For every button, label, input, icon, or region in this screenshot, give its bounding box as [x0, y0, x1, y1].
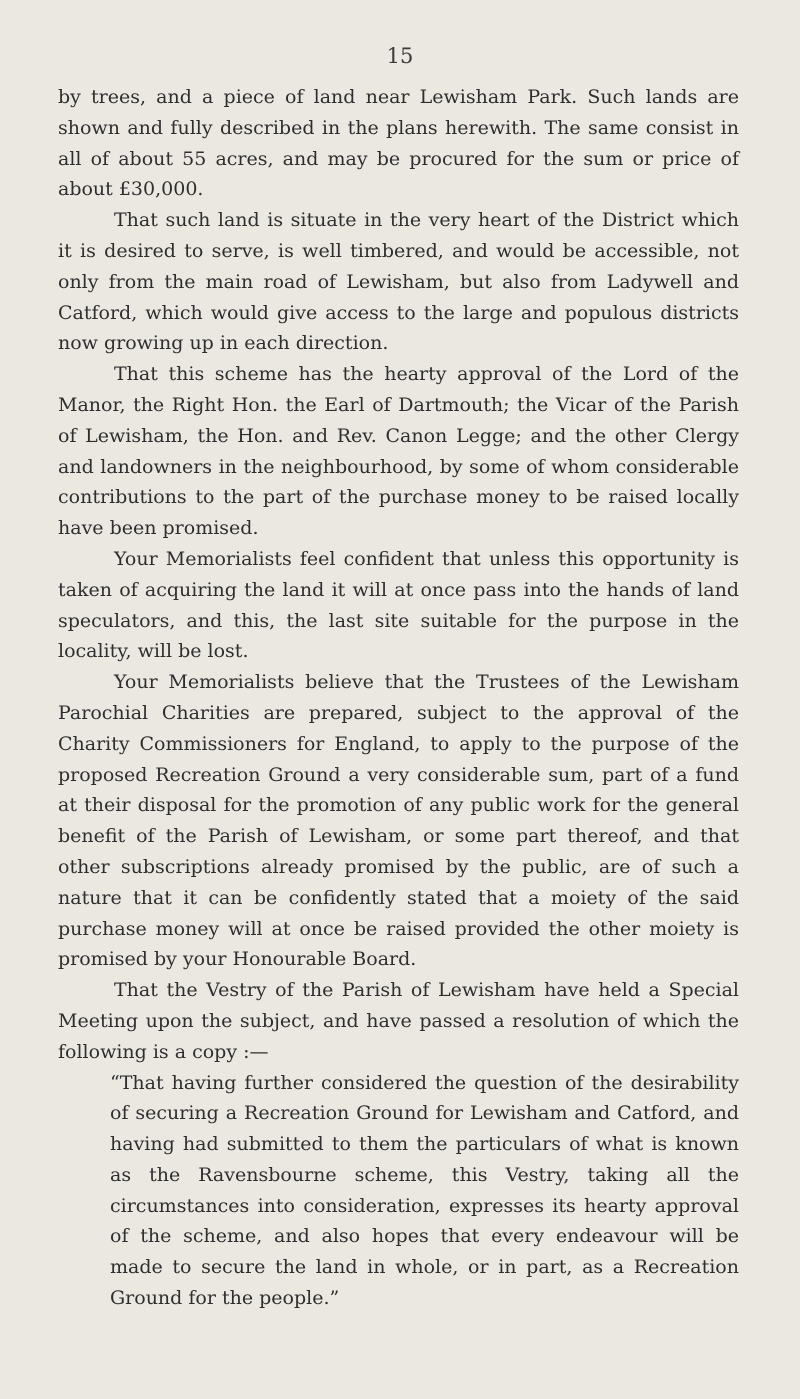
paragraph-land-situation: That such land is situate in the very heart of the District which it is desired to serve, is well timbered, and would be accessible, not only from the main road of Lewisham, but also from Ladywell and Catford, which would give access to the large and populous districts now growing up in each direction.: [58, 209, 739, 355]
paragraph-opportunity: Your Memorialists feel confident that unless this opportunity is taken of acquiring the land it will at once pass into the hands of land speculators, and this, the last site suitable for the purpose in the locality, will be lost.: [58, 547, 739, 663]
paragraph-vestry-meeting: That the Vestry of the Parish of Lewisham have held a Special Meeting upon the subject, and have passed a resolution of which the following is a copy :—: [58, 979, 739, 1063]
paragraph-trustees-funding: Your Memorialists believe that the Trustees of the Lewisham Parochial Charities are prepared, subject to the approval of the Charity Commissioners for England, to apply to the purpose of the proposed Recreation Ground a very considerable sum, part of a fund at their disposal for the promotion of any public work for the general benefit of the Parish of Lewisham, or some part thereof, and that other subscriptions already promised by the public, are of such a nature that it can be confidently stated that a moiety of the said purchase money will at once be raised provided the other moiety is promised by your Honourable Board.: [58, 671, 739, 971]
paragraph-scheme-approval: That this scheme has the hearty approval of the Lord of the Manor, the Right Hon. the Earl of Dartmouth; the Vicar of the Parish of Lewisham, the Hon. and Rev. Canon Legge; and the other Clergy and landowners in the neighbourhood, by some of whom considerable contributions to the part of the purchase money to be raised locally have been promised.: [58, 363, 739, 540]
page-number: 15: [386, 44, 414, 68]
paragraph-continued: by trees, and a piece of land near Lewisham Park. Such lands are shown and fully described in the plans herewith. The same consist in all of about 55 acres, and may be procured for the sum or price of about £30,000.: [58, 86, 739, 201]
body-text: [58, 82, 739, 1314]
quoted-resolution: “That having further considered the question of the desirability of securing a Recreation Ground for Lewisham and Catford, and having had submitted to them the particulars of what is known as the Ravensbourne scheme, this Vestry, taking all the circumstances into consideration, expresses its hearty approval of the scheme, and also hopes that every endeavour will be made to secure the land in whole, or in part, as a Recreation Ground for the people.”: [110, 1071, 739, 1310]
